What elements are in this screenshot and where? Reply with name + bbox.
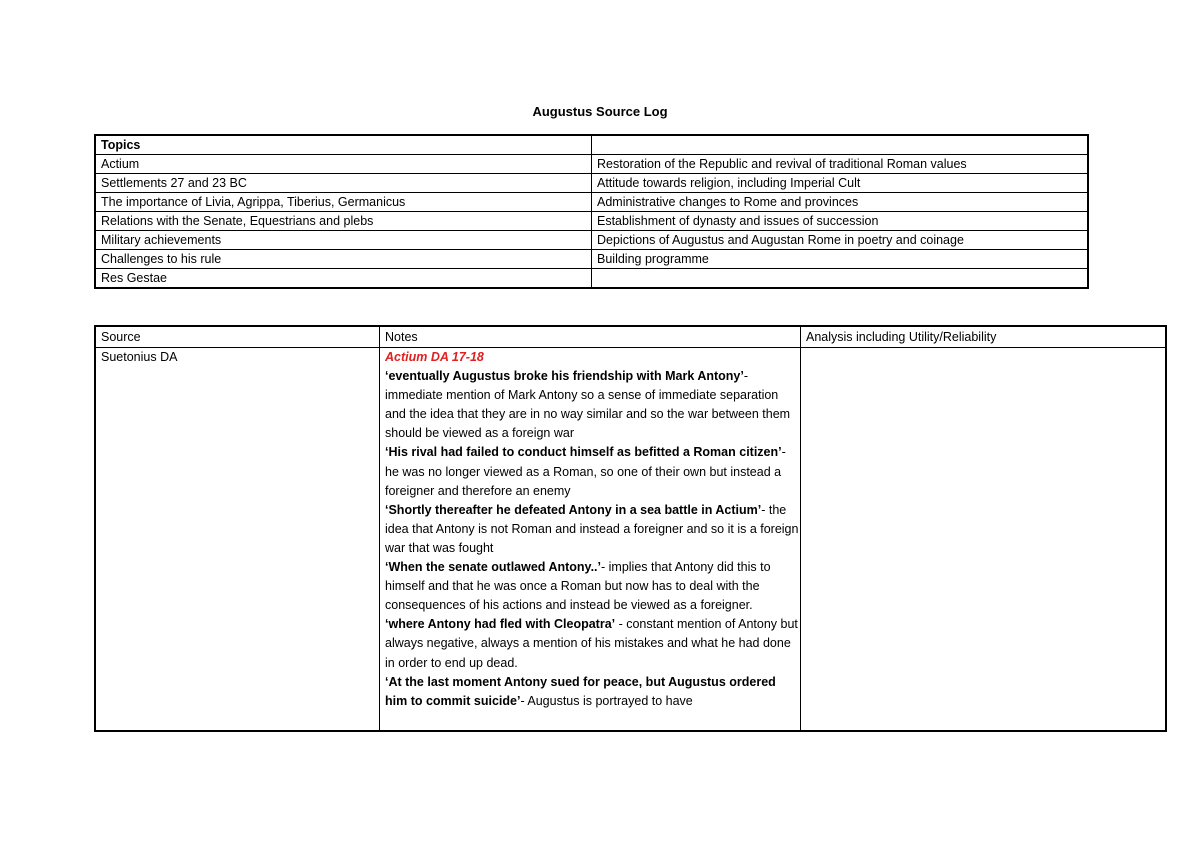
topic-cell: Building programme bbox=[592, 250, 1089, 269]
topics-header-cell: Topics bbox=[95, 135, 592, 155]
topics-header-empty-cell bbox=[592, 135, 1089, 155]
analysis-cell bbox=[801, 348, 1167, 732]
table-row bbox=[95, 193, 1088, 212]
note-comment: - he was no longer viewed as a Roman, so one of their own but instead a foreigner and therefore an enemy bbox=[385, 445, 786, 498]
note-quote: ‘Shortly thereafter he defeated Antony in a sea battle in Actium’ bbox=[385, 502, 762, 517]
topic-cell: Res Gestae bbox=[95, 269, 592, 289]
notes-heading: Actium DA 17-18 bbox=[385, 350, 484, 364]
notes-cell bbox=[380, 348, 801, 732]
notes-body bbox=[385, 348, 800, 730]
topic-cell: Establishment of dynasty and issues of succession bbox=[592, 212, 1089, 231]
topic-cell: Challenges to his rule bbox=[95, 250, 592, 269]
topic-cell: Attitude towards religion, including Imperial Cult bbox=[592, 174, 1089, 193]
note-comment: - implies that Antony did this to himself and that he was once a Roman but now has to deal with the consequences of his actions and instead be viewed as a foreigner. bbox=[385, 560, 771, 613]
topics-header-row bbox=[95, 135, 1088, 155]
topic-cell: Settlements 27 and 23 BC bbox=[95, 174, 592, 193]
topic-cell: Relations with the Senate, Equestrians and plebs bbox=[95, 212, 592, 231]
table-row bbox=[95, 212, 1088, 231]
topic-cell: Depictions of Augustus and Augustan Rome in poetry and coinage bbox=[592, 231, 1089, 250]
topic-cell: Actium bbox=[95, 155, 592, 174]
note-quote: ‘where Antony had fled with Cleopatra’ bbox=[385, 617, 616, 632]
topic-cell: Administrative changes to Rome and provinces bbox=[592, 193, 1089, 212]
analysis-column-header: Analysis including Utility/Reliability bbox=[801, 326, 1167, 348]
source-log-row bbox=[95, 348, 1166, 732]
note-comment: - immediate mention of Mark Antony so a sense of immediate separation and the idea that they are in no way similar and so the war between them should be viewed as a foreign war bbox=[385, 369, 791, 441]
notes-column-header: Notes bbox=[380, 326, 801, 348]
source-log-table bbox=[94, 325, 1167, 732]
table-row bbox=[95, 250, 1088, 269]
note-quote: ‘His rival had failed to conduct himself as befitted a Roman citizen’ bbox=[385, 445, 782, 460]
note-quote: ‘At the last moment Antony sued for peace, but Augustus ordered him to commit suicide’ bbox=[385, 674, 776, 708]
topic-cell bbox=[592, 269, 1089, 289]
page-title: Augustus Source Log bbox=[532, 104, 668, 119]
topics-table bbox=[94, 134, 1089, 289]
note-comment: - the idea that Antony is not Roman and instead a foreigner and so it is a foreign war that was fought bbox=[385, 502, 799, 555]
topic-cell: Military achievements bbox=[95, 231, 592, 250]
table-row bbox=[95, 231, 1088, 250]
note-comment: - constant mention of Antony but always negative, always a mention of his mistakes and what he had done in order to end up dead. bbox=[385, 617, 798, 670]
topic-cell: Restoration of the Republic and revival of traditional Roman values bbox=[592, 155, 1089, 174]
source-log-header-row bbox=[95, 326, 1166, 348]
note-comment: - Augustus is portrayed to have bbox=[520, 693, 693, 708]
source-cell: Suetonius DA bbox=[95, 348, 380, 732]
table-row bbox=[95, 269, 1088, 289]
note-quote: ‘When the senate outlawed Antony..’ bbox=[385, 560, 601, 575]
table-row bbox=[95, 155, 1088, 174]
source-column-header: Source bbox=[95, 326, 380, 348]
table-row bbox=[95, 174, 1088, 193]
topic-cell: The importance of Livia, Agrippa, Tiberius, Germanicus bbox=[95, 193, 592, 212]
note-quote: ‘eventually Augustus broke his friendship with Mark Antony’ bbox=[385, 369, 744, 384]
